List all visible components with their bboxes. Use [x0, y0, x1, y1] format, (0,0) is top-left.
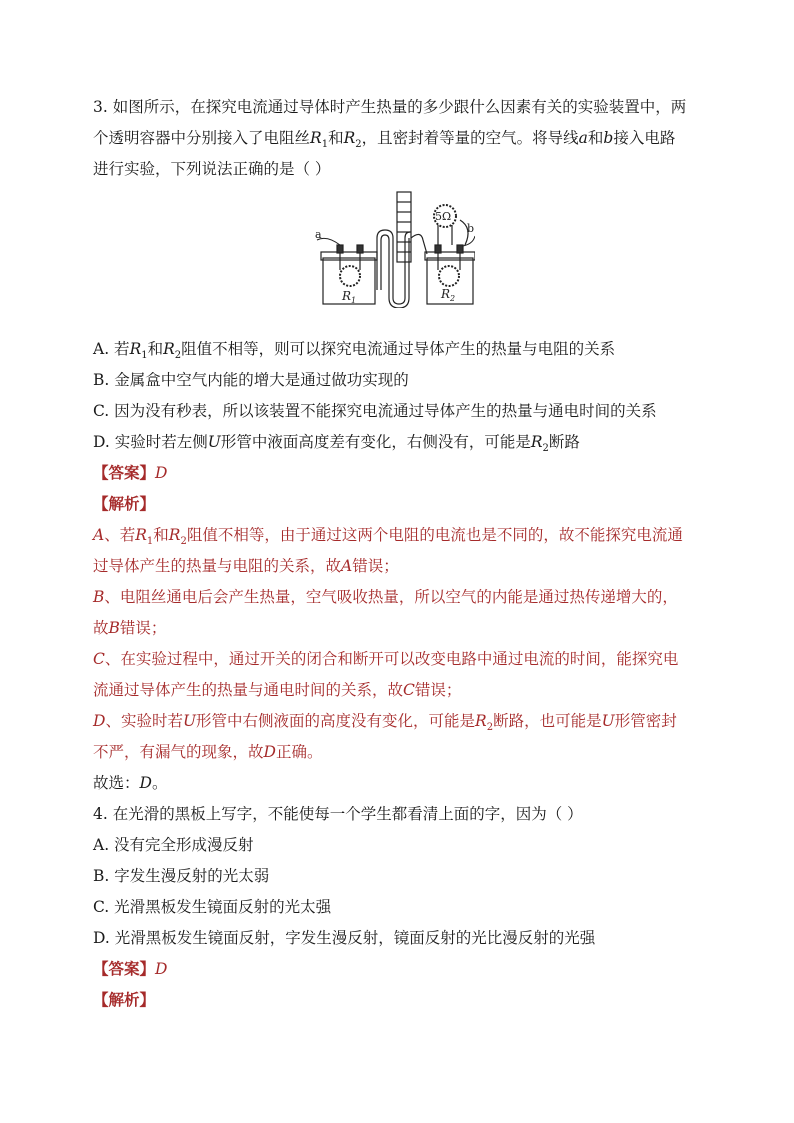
q4-answer: 【答案】D [93, 959, 168, 978]
q3-stem-line1: 3. 如图所示，在探究电流通过导体时产生热量的多少跟什么因素有关的实验装置中，两 [93, 98, 687, 116]
experiment-apparatus-figure [315, 190, 475, 308]
q3-analysis-heading: 【解析】 [93, 494, 156, 513]
q4-option-b: B. 字发生漫反射的光太弱 [93, 867, 270, 885]
q3-option-c: C. 因为没有秒表，所以该装置不能探究电流通过导体产生的热量与通电时间的关系 [93, 402, 657, 420]
label-a: a [315, 228, 322, 241]
q3-explain-c-line1: C、在实验过程中，通过开关的闭合和断开可以改变电路中通过电流的时间，能探究电 [93, 650, 679, 668]
u-tube [377, 192, 427, 308]
q3-explain-d-line2: 不严，有漏气的现象，故D正确。 [93, 743, 323, 761]
q3-explain-c-line2: 流通过导体产生的热量与通电时间的关系，故C错误； [93, 681, 462, 699]
label-r2: $R_2$ [441, 287, 456, 303]
q3-answer: 【答案】D [93, 463, 168, 482]
q3-explain-a-line1: A、若$R_1$和$R_2$阻值不相等，由于通过这两个电阻的电流也是不同的，故不能探究电流通 [93, 526, 683, 548]
q3-stem-line2: 个透明容器中分别接入了电阻丝$R_1$和$R_2$，且密封着等量的空气。将导线a和b接入电路 [93, 129, 676, 151]
q3-explain-b-line1: B、电阻丝通电后会产生热量，空气吸收热量，所以空气的内能是通过热传递增大的， [93, 588, 678, 606]
q4-option-a: A. 没有完全形成漫反射 [93, 836, 254, 854]
q3-conclusion: 故选：D。 [93, 774, 168, 792]
label-r1: $R_1$ [342, 289, 357, 305]
q3-option-d: D. 实验时若左侧U形管中液面高度差有变化，右侧没有，可能是$R_2$断路 [93, 433, 580, 455]
q3-stem-line3: 进行实验，下列说法正确的是（ ） [93, 160, 331, 178]
label-b: b [467, 222, 475, 235]
q3-explain-a-line2: 过导体产生的热量与电阻的关系，故A错误； [93, 557, 399, 575]
label-5-ohm: 5Ω [435, 210, 452, 223]
q4-analysis-heading: 【解析】 [93, 990, 156, 1009]
q4-option-d: D. 光滑黑板发生镜面反射，字发生漫反射，镜面反射的光比漫反射的光强 [93, 929, 596, 947]
q4-stem: 4. 在光滑的黑板上写字，不能使每一个学生都看清上面的字，因为（ ） [93, 805, 583, 823]
q3-explain-b-line2: 故B错误； [93, 619, 167, 637]
q3-option-a: A. 若$R_1$和$R_2$阻值不相等，则可以探究电流通过导体产生的热量与电阻的关系 [93, 340, 616, 362]
q3-explain-d-line1: D、实验时若U形管中右侧液面的高度没有变化，可能是$R_2$断路，也可能是U形管密封 [93, 712, 677, 734]
q4-option-c: C. 光滑黑板发生镜面反射的光太强 [93, 898, 332, 916]
q3-option-b: B. 金属盒中空气内能的增大是通过做功实现的 [93, 371, 409, 389]
